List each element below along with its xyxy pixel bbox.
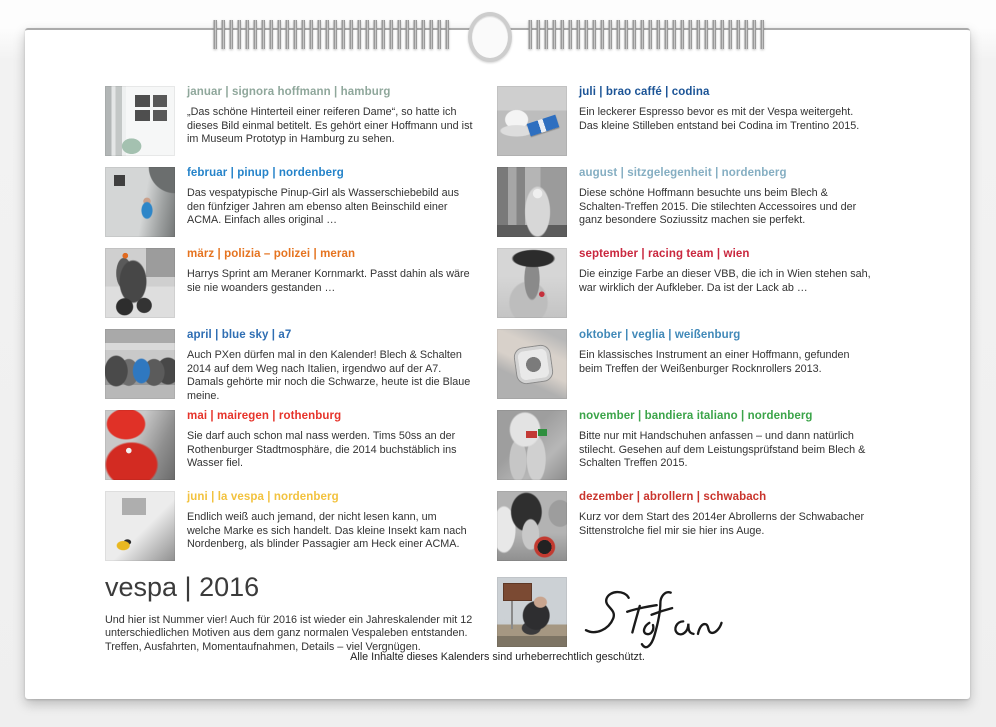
- month-entry-mai: [105, 410, 473, 491]
- dezember-photo-thumbnail: [497, 491, 567, 561]
- author-photo: [497, 577, 567, 647]
- juli-photo-thumbnail: [497, 86, 567, 156]
- month-description-august: Diese schöne Hoffmann besuchte uns beim Blech & Schalten-Treffen 2015. Die stilechten Accessoires und der ganz besondere Soziussitz machen sie perfekt.: [579, 187, 857, 226]
- month-entry-dezember: [497, 491, 872, 572]
- month-title-maerz: märz | polizia – polizei | meran: [187, 248, 356, 260]
- month-entry-april: [105, 329, 473, 410]
- month-title-mai: mai | mairegen | rothenburg: [187, 410, 342, 422]
- februar-photo-thumbnail: [105, 167, 175, 237]
- month-entry-november: [497, 410, 872, 491]
- month-title-august: august | sitzgelegenheit | nordenberg: [579, 167, 787, 179]
- mai-photo-thumbnail: [105, 410, 175, 480]
- signature-handwriting-icon: [583, 582, 723, 660]
- month-description-dezember: Kurz vor dem Start des 2014er Abrollerns der Schwabacher Sittenstrolche fiel mir sie hier ins Auge.: [579, 511, 865, 537]
- intro-paragraph: Und hier ist Nummer vier! Auch für 2016 ist wieder ein Jahreskalender mit 12 unterschiedlichen Motiven aus dem ganz normalen Vespaleben entstanden. Treffen, Ausfahrten, Momentaufnahmen, Details – viel Vergnügen.: [105, 613, 473, 653]
- januar-photo-thumbnail: [105, 86, 175, 156]
- month-title-april: april | blue sky | a7: [187, 329, 292, 341]
- month-title-dezember: dezember | abrollern | schwabach: [579, 491, 767, 503]
- author-photo-thumbnail: [497, 577, 567, 647]
- month-entry-februar: [105, 167, 473, 248]
- month-description-juli: Ein leckerer Espresso bevor es mit der Vespa weitergeht. Das kleine Stilleben entstand bei Codina im Trentino 2015.: [579, 106, 860, 132]
- month-entry-september: [497, 248, 872, 329]
- month-description-oktober: Ein klassisches Instrument an einer Hoffmann, gefunden beim Treffen der Weißenburger Rocknrollers 2013.: [579, 349, 850, 375]
- oktober-photo-thumbnail: [497, 329, 567, 399]
- november-photo-thumbnail: [497, 410, 567, 480]
- month-entry-juli: [497, 86, 872, 167]
- page-title: vespa | 2016: [105, 572, 260, 602]
- month-title-januar: januar | signora hoffmann | hamburg: [187, 86, 391, 98]
- spiral-binding-left: [212, 20, 453, 49]
- month-entry-oktober: [497, 329, 872, 410]
- august-photo-thumbnail: [497, 167, 567, 237]
- month-description-maerz: Harrys Sprint am Meraner Kornmarkt. Passt dahin als wäre sie nie woanders gestanden …: [187, 268, 470, 294]
- month-title-september: september | racing team | wien: [579, 248, 750, 260]
- month-description-september: Die einzige Farbe an dieser VBB, die ich in Wien stehen sah, war wirklich der Aufkleber. Da ist der Lack ab …: [579, 268, 871, 294]
- month-title-juni: juni | la vespa | nordenberg: [187, 491, 339, 503]
- month-column-right: [497, 86, 872, 572]
- copyright-notice: Alle Inhalte dieses Kalenders sind urheberrechtlich geschützt.: [350, 651, 645, 663]
- month-title-oktober: oktober | veglia | weißenburg: [579, 329, 741, 341]
- month-entry-august: [497, 167, 872, 248]
- stefan-signature: [583, 582, 723, 660]
- month-description-januar: „Das schöne Hinterteil einer reiferen Dame“, so hatte ich dieses Bild einmal betitelt. Es gehört einer Hoffmann und ist im Museum Prototyp in Hamburg zu sehen.: [187, 106, 473, 145]
- hanger-ring: [468, 12, 512, 62]
- month-description-november: Bitte nur mit Handschuhen anfassen – und dann natürlich stilecht. Gesehen auf dem Leistungsprüfstand beim Blech & Schalten Treffen 2015.: [579, 430, 866, 469]
- month-column-left: [105, 86, 473, 572]
- month-entry-maerz: [105, 248, 473, 329]
- juni-photo-thumbnail: [105, 491, 175, 561]
- spiral-binding-right: [527, 20, 768, 49]
- september-photo-thumbnail: [497, 248, 567, 318]
- month-entry-januar: [105, 86, 473, 167]
- month-description-juni: Endlich weiß auch jemand, der nicht lesen kann, um welche Marke es sich handelt. Das kleine Insekt kam nach Nordenberg, als blinder Passagier am Heck einer ACMA.: [187, 511, 467, 550]
- month-description-mai: Sie darf auch schon mal nass werden. Tims 50ss an der Rothenburger Stadtmosphäre, die 2014 buchstäblich ins Wasser fiel.: [187, 430, 457, 469]
- month-description-februar: Das vespatypische Pinup-Girl als Wasserschiebebild aus den fünfziger Jahren am ebenso alten Beinschild einer ACMA. Einfach alles original …: [187, 187, 460, 226]
- month-description-april: Auch PXen dürfen mal in den Kalender! Blech & Schalten 2014 auf dem Weg nach Italien, irgendwo auf der A7. Damals gehörte mir noch die Schwarze, heute ist die Blaue meine.: [187, 349, 471, 402]
- april-photo-thumbnail: [105, 329, 175, 399]
- maerz-photo-thumbnail: [105, 248, 175, 318]
- month-entry-juni: [105, 491, 473, 572]
- month-title-november: november | bandiera italiano | nordenberg: [579, 410, 813, 422]
- month-title-juli: juli | brao caffé | codina: [579, 86, 710, 98]
- month-title-februar: februar | pinup | nordenberg: [187, 167, 344, 179]
